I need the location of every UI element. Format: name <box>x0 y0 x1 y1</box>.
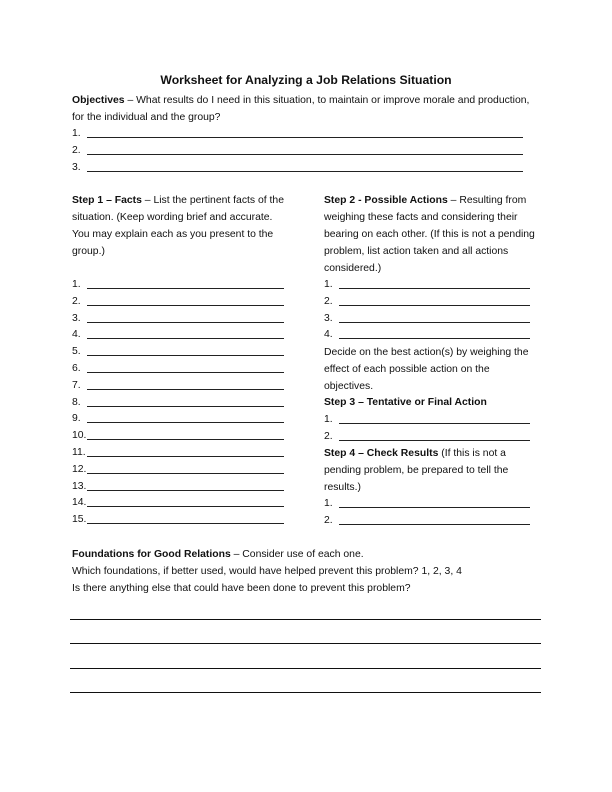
fact-row <box>72 310 284 327</box>
fact-row <box>72 343 284 360</box>
final-action-row <box>324 428 530 445</box>
objective-row <box>72 142 523 159</box>
answer-line[interactable] <box>70 643 541 644</box>
fact-blank-line[interactable] <box>87 490 284 491</box>
possible-action-blank-line[interactable] <box>339 305 530 306</box>
fact-number: 5. <box>72 346 81 358</box>
objective-number: 2. <box>72 144 81 156</box>
fact-number: 8. <box>72 396 81 408</box>
objective-row <box>72 125 523 142</box>
fact-blank-line[interactable] <box>87 338 284 339</box>
step1-paragraph <box>72 192 292 260</box>
answer-line[interactable] <box>70 668 541 669</box>
objective-row <box>72 159 523 176</box>
step4-label: Step 4 – Check Results <box>324 448 439 459</box>
foundations-paragraph <box>72 546 552 597</box>
fact-row <box>72 478 284 495</box>
fact-number: 9. <box>72 413 81 425</box>
fact-number: 15. <box>72 514 87 526</box>
possible-action-row <box>324 326 530 343</box>
decide-paragraph: Decide on the best action(s) by weighing the effect of each possible action on the objectives. <box>324 347 529 392</box>
step3-label: Step 3 – Tentative or Final Action <box>324 397 487 408</box>
step2-label: Step 2 - Possible Actions <box>324 195 448 206</box>
fact-blank-line[interactable] <box>87 422 284 423</box>
objectives-label: Objectives <box>72 95 125 106</box>
fact-blank-line[interactable] <box>87 355 284 356</box>
possible-action-row <box>324 276 530 293</box>
fact-blank-line[interactable] <box>87 523 284 524</box>
possible-action-number: 3. <box>324 312 333 324</box>
fact-row <box>72 444 284 461</box>
fact-row <box>72 276 284 293</box>
possible-action-row <box>324 293 530 310</box>
foundations-question-2: Is there anything else that could have been done to prevent this problem? <box>72 583 411 594</box>
possible-action-row <box>324 310 530 327</box>
objective-number: 1. <box>72 128 81 139</box>
fact-blank-line[interactable] <box>87 473 284 474</box>
fact-row <box>72 410 284 427</box>
fact-number: 13. <box>72 480 87 492</box>
possible-action-blank-line[interactable] <box>339 322 530 323</box>
fact-blank-line[interactable] <box>87 439 284 440</box>
step2-text: – Resulting from weighing these facts and considering their bearing on each other. (If this is not a pending problem, list action taken and all actions considered.) <box>324 195 535 274</box>
check-result-row <box>324 512 530 529</box>
fact-number: 1. <box>72 279 81 290</box>
fact-row <box>72 394 284 411</box>
fact-blank-line[interactable] <box>87 389 284 390</box>
foundations-question-1: Which foundations, if better used, would have helped prevent this problem? 1, 2, 3, 4 <box>72 566 462 577</box>
step1-label: Step 1 – Facts <box>72 195 142 206</box>
fact-row <box>72 461 284 478</box>
step4-paragraph <box>324 445 536 496</box>
final-action-blank-line[interactable] <box>339 423 530 424</box>
check-result-blank-line[interactable] <box>339 524 530 525</box>
objectives-paragraph <box>72 92 542 126</box>
check-result-number: 1. <box>324 498 333 509</box>
objective-blank-line[interactable] <box>87 154 523 155</box>
step4-text: (If this is not a pending problem, be prepared to tell the results.) <box>324 448 509 493</box>
fact-number: 12. <box>72 463 87 475</box>
possible-action-number: 4. <box>324 329 333 341</box>
objective-number: 3. <box>72 161 81 173</box>
objective-blank-line[interactable] <box>87 137 523 138</box>
fact-blank-line[interactable] <box>87 372 284 373</box>
answer-line[interactable] <box>70 619 541 620</box>
final-action-row <box>324 411 530 428</box>
objective-blank-line[interactable] <box>87 171 523 172</box>
possible-action-blank-line[interactable] <box>339 288 530 289</box>
fact-blank-line[interactable] <box>87 305 284 306</box>
possible-action-number: 1. <box>324 279 333 290</box>
fact-number: 3. <box>72 312 81 324</box>
check-result-blank-line[interactable] <box>339 507 530 508</box>
final-action-number: 2. <box>324 430 333 442</box>
final-action-number: 1. <box>324 414 333 425</box>
worksheet-title: Worksheet for Analyzing a Job Relations Situation <box>160 73 452 87</box>
fact-row <box>72 494 284 511</box>
fact-number: 2. <box>72 295 81 307</box>
fact-blank-line[interactable] <box>87 406 284 407</box>
fact-number: 6. <box>72 363 81 374</box>
fact-blank-line[interactable] <box>87 322 284 323</box>
final-action-blank-line[interactable] <box>339 440 530 441</box>
fact-number: 14. <box>72 497 87 509</box>
answer-line[interactable] <box>70 692 541 693</box>
fact-number: 11. <box>72 447 86 458</box>
fact-row <box>72 511 284 528</box>
step2-paragraph <box>324 192 536 277</box>
fact-blank-line[interactable] <box>87 506 284 507</box>
fact-row <box>72 293 284 310</box>
check-result-number: 2. <box>324 514 333 526</box>
step1-text: – List the pertinent facts of the situation. (Keep wording brief and accurate. You may explain each as you present to the group.) <box>72 195 284 257</box>
fact-number: 4. <box>72 329 81 341</box>
fact-row <box>72 326 284 343</box>
fact-blank-line[interactable] <box>87 456 284 457</box>
fact-number: 10. <box>72 430 87 442</box>
fact-row <box>72 377 284 394</box>
fact-number: 7. <box>72 379 81 391</box>
fact-blank-line[interactable] <box>87 288 284 289</box>
check-result-row <box>324 495 530 512</box>
possible-action-blank-line[interactable] <box>339 338 530 339</box>
foundations-text: – Consider use of each one. <box>230 549 364 560</box>
foundations-label: Foundations for Good Relations <box>72 549 231 560</box>
fact-row <box>72 427 284 444</box>
fact-row <box>72 360 284 377</box>
possible-action-number: 2. <box>324 295 333 307</box>
objectives-text: – What results do I need in this situation, to maintain or improve morale and production, for the individual and the group? <box>72 95 530 123</box>
